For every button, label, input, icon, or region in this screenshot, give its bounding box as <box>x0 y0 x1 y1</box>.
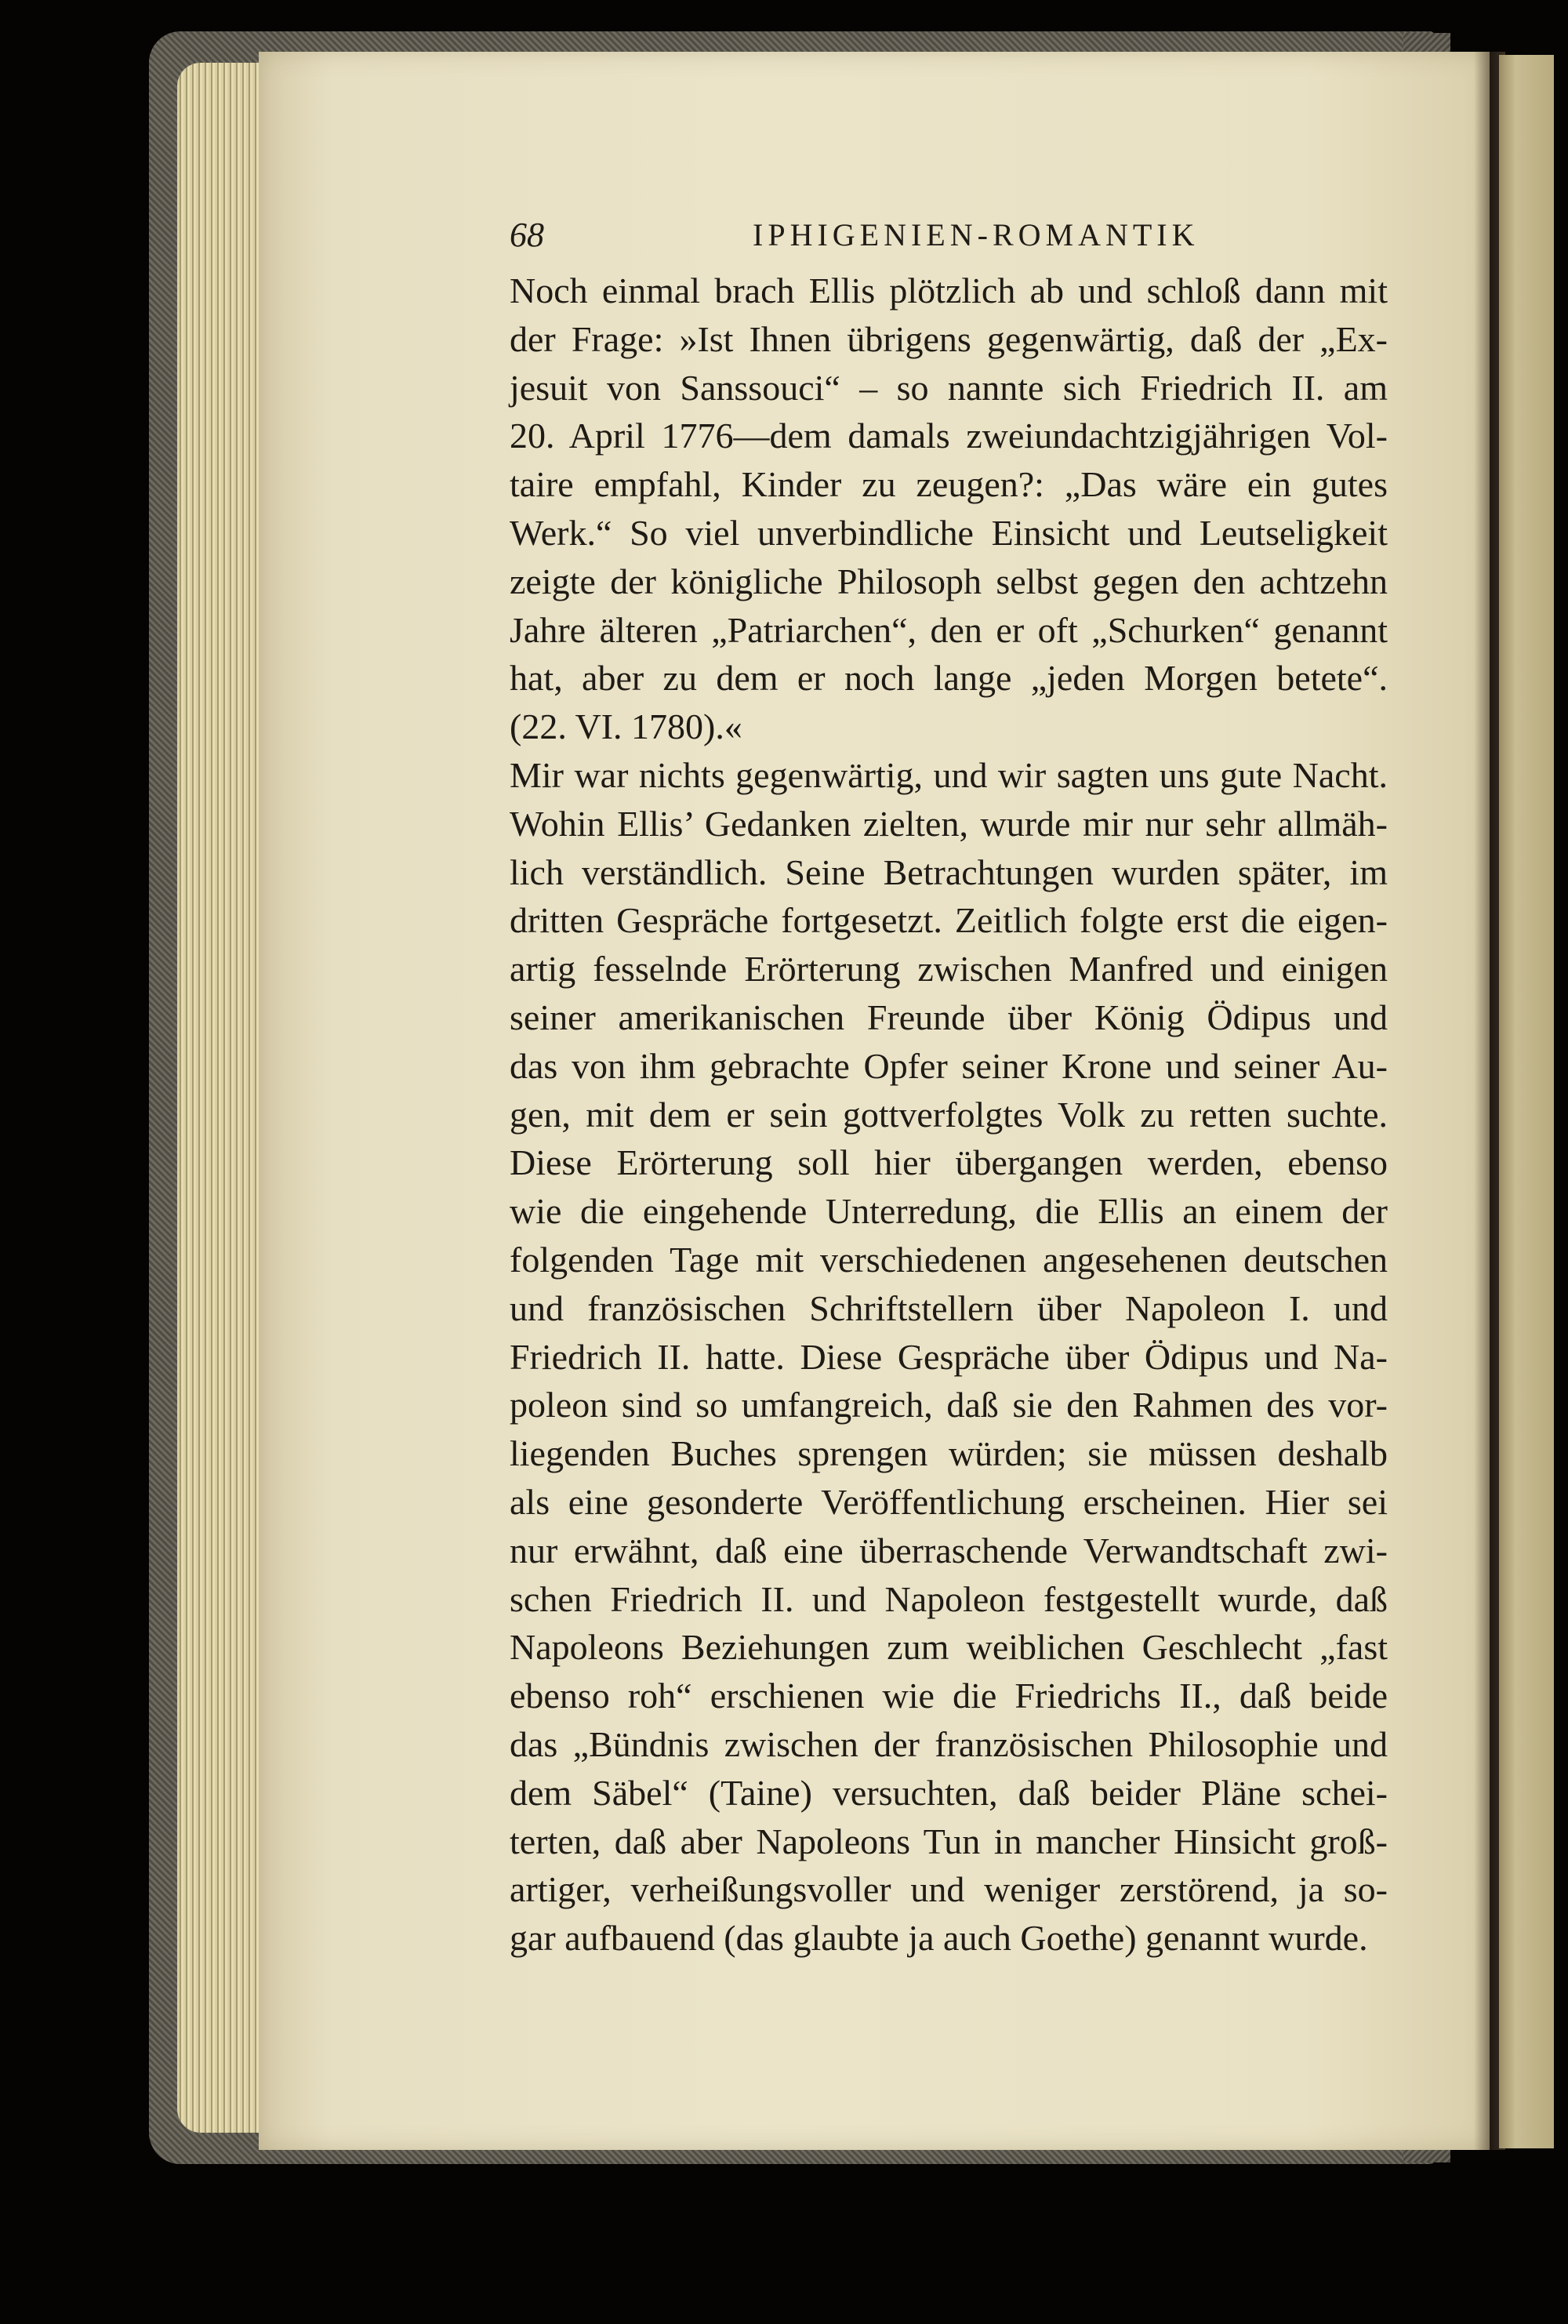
text-line: (22. VI. 1780).« <box>510 706 742 747</box>
page-number: 68 <box>510 216 544 254</box>
text-line: folgenden Tage mit verschiedenen angesehenen deutschen <box>510 1239 1388 1280</box>
text-line: artiger, verheißungsvoller und weniger zerstörend, ja so- <box>510 1869 1388 1910</box>
text-line: dritten Gespräche fortgesetzt. Zeitlich folgte erst die eigen- <box>510 900 1388 941</box>
text-line: Diese Erörterung soll hier übergangen werden, ebenso <box>510 1142 1388 1183</box>
body-text <box>510 267 1388 1963</box>
text-line: als eine gesonderte Veröffentlichung erscheinen. Hier sei <box>510 1481 1388 1522</box>
page-header <box>510 212 1388 259</box>
text-line: Werk.“ So viel unverbindliche Einsicht und Leutseligkeit <box>510 512 1388 553</box>
text-line: das „Bündnis zwischen der französischen Philosophie und <box>510 1723 1388 1764</box>
text-line: das von ihm gebrachte Opfer seiner Krone und seiner Au- <box>510 1045 1388 1086</box>
facing-page-edge <box>1499 55 1554 2148</box>
text-line: wie die eingehende Unterredung, die Ellis an einem der <box>510 1191 1388 1232</box>
text-line: Noch einmal brach Ellis plötzlich ab und schloß dann mit <box>510 271 1388 310</box>
running-title: IPHIGENIEN-ROMANTIK <box>753 217 1200 252</box>
text-line: jesuit von Sanssouci“ – so nannte sich Friedrich II. am <box>510 367 1388 408</box>
text-line: poleon sind so umfangreich, daß sie den Rahmen des vor- <box>510 1385 1388 1425</box>
text-line: Wohin Ellis’ Gedanken zielten, wurde mir nur sehr allmäh- <box>510 803 1388 844</box>
text-line: ebenso roh“ erschienen wie die Friedrichs II., daß beide <box>510 1676 1388 1716</box>
text-line: hat, aber zu dem er noch lange „jeden Morgen betete“. <box>510 658 1388 699</box>
text-line: Napoleons Beziehungen zum weiblichen Geschlecht „fast <box>510 1627 1388 1668</box>
text-line: der Frage: »Ist Ihnen übrigens gegenwärtig, daß der „Ex- <box>510 318 1388 359</box>
text-line: nur erwähnt, daß eine überraschende Verwandtschaft zwi- <box>510 1530 1388 1571</box>
text-line: Jahre älteren „Patriarchen“, den er oft „Schurken“ genannt <box>510 609 1388 650</box>
text-line: terten, daß aber Napoleons Tun in mancher Hinsicht groß- <box>510 1821 1388 1861</box>
text-line: dem Säbel“ (Taine) versuchten, daß beider Pläne schei- <box>510 1772 1388 1813</box>
text-line: artig fesselnde Erörterung zwischen Manfred und einigen <box>510 949 1388 990</box>
text-line: 20. April 1776—dem damals zweiundachtzigjährigen Vol- <box>510 416 1388 456</box>
text-line: taire empfahl, Kinder zu zeugen?: „Das wäre ein gutes <box>510 464 1388 505</box>
text-line: seiner amerikanischen Freunde über König Ödipus und <box>510 997 1388 1037</box>
text-line: zeigte der königliche Philosoph selbst gegen den achtzehn <box>510 561 1388 601</box>
text-line: Friedrich II. hatte. Diese Gespräche über Ödipus und Na- <box>510 1336 1388 1377</box>
text-line: Mir war nichts gegenwärtig, und wir sagten uns gute Nacht. <box>510 754 1388 795</box>
text-line: und französischen Schriftstellern über Napoleon I. und <box>510 1287 1388 1328</box>
page-edges <box>177 63 271 2133</box>
text-line: lich verständlich. Seine Betrachtungen wurden später, im <box>510 852 1388 892</box>
text-line: gen, mit dem er sein gottverfolgtes Volk zu retten suchte. <box>510 1094 1388 1135</box>
text-line: schen Friedrich II. und Napoleon festgestellt wurde, daß <box>510 1578 1388 1619</box>
text-line: gar aufbauend (das glaubte ja auch Goethe) genannt wurde. <box>510 1918 1368 1959</box>
text-line: liegenden Buches sprengen würden; sie müssen deshalb <box>510 1433 1388 1474</box>
